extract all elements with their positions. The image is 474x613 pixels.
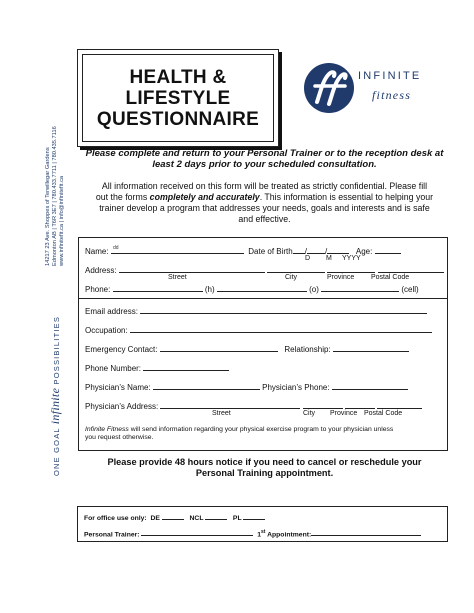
street-hint: Street	[168, 274, 187, 281]
ncl-label: NCL	[189, 515, 204, 522]
phone-home-label: (h)	[204, 285, 215, 294]
de-field[interactable]	[162, 513, 184, 520]
appointment-field[interactable]	[311, 529, 421, 536]
slogan-pre: ONE GOAL	[52, 427, 61, 476]
appointment-suffix: st	[260, 529, 266, 535]
instructions	[82, 148, 447, 170]
city-hint: City	[285, 274, 298, 281]
trainer-row	[84, 527, 421, 540]
dob-day-hint: D	[305, 255, 311, 262]
notice-line: Please provide 48 hours notice if you need to cancel or reschedule your	[107, 457, 422, 467]
phone-number-field[interactable]	[143, 362, 229, 371]
province-hint: Province	[327, 274, 355, 281]
instructions-line: Please complete and return to your Personal Trainer or to the reception desk at	[85, 148, 444, 159]
address-city-field[interactable]	[267, 264, 325, 273]
postal-hint: Postal Code	[371, 274, 410, 281]
confidential-emphasis: completely and accurately	[149, 192, 260, 202]
physician-row	[85, 381, 408, 393]
note-text: you request otherwise.	[85, 434, 154, 441]
phone-home-field[interactable]	[113, 283, 203, 292]
phone-number-row	[85, 362, 229, 374]
physician-postal-hint: Postal Code	[364, 410, 403, 417]
slogan-word: infinite	[48, 387, 62, 425]
name-row: Name: Date of Birth / / Age:	[85, 245, 401, 257]
title-box	[77, 49, 279, 147]
age-label: Age:	[355, 247, 373, 256]
physician-postal-field[interactable]	[377, 400, 422, 409]
physician-province-field[interactable]	[345, 400, 375, 409]
confidential-line	[82, 192, 447, 203]
physician-street-hint: Street	[212, 410, 231, 417]
pl-label: PL	[232, 515, 242, 522]
address-postal-field[interactable]	[378, 264, 444, 273]
office-row	[84, 513, 265, 524]
physician-address-label: Physician’s Address:	[85, 402, 159, 411]
relationship-field[interactable]	[333, 343, 409, 352]
phone-cell-label: (cell)	[401, 285, 419, 294]
name-label: Name:	[85, 247, 109, 256]
physician-name-field[interactable]	[153, 381, 260, 390]
pl-field[interactable]	[243, 513, 265, 520]
physician-street-field[interactable]	[160, 400, 300, 409]
address-label: Address:	[85, 266, 117, 275]
office-use-box	[77, 506, 448, 542]
trainer-field[interactable]	[141, 529, 253, 536]
phone-row	[85, 283, 419, 295]
note-brand: Infinite Fitness	[85, 426, 129, 433]
emergency-row	[85, 343, 409, 355]
dob-month-hint: M	[326, 255, 332, 262]
age-field[interactable]	[375, 245, 401, 254]
note-text: will send information regarding your physical exercise program to your physician unless	[128, 426, 394, 433]
side-address-line: Edmonton AB | T6R 3E7 | 780.433.7711 | 780.435.7116	[52, 126, 58, 266]
title-line-3: QUESTIONNAIRE	[96, 108, 260, 130]
dob-label: Date of Birth	[248, 247, 293, 256]
trainer-label: Personal Trainer:	[84, 531, 140, 539]
name-value: dd	[113, 245, 119, 251]
confidentiality-notice	[82, 181, 447, 225]
physician-province-hint: Province	[330, 410, 358, 417]
emergency-contact-field[interactable]	[160, 343, 278, 352]
cancellation-notice	[82, 457, 447, 479]
confidential-text: out the forms	[95, 192, 150, 202]
address-province-field[interactable]	[327, 264, 375, 273]
phone-office-label: (o)	[309, 285, 319, 294]
email-row	[85, 305, 427, 317]
relationship-label: Relationship:	[284, 345, 331, 354]
side-slogan	[50, 316, 62, 476]
physician-city-field[interactable]	[303, 400, 343, 409]
email-label: Email address:	[85, 307, 138, 316]
title-line-2: LIFESTYLE	[125, 87, 231, 109]
title-inner	[82, 54, 274, 142]
slogan-post: POSSIBILITIES	[52, 315, 61, 385]
instructions-line: least 2 days prior to your scheduled consultation.	[152, 159, 377, 170]
name-field[interactable]	[111, 245, 244, 254]
physician-name-label: Physician’s Name:	[85, 383, 151, 392]
confidential-text: . This information is essential to helping your	[259, 192, 434, 202]
email-field[interactable]	[140, 305, 427, 314]
physician-phone-label: Physician’s Phone:	[262, 383, 330, 392]
phone-label: Phone:	[85, 285, 111, 294]
occupation-row	[85, 324, 432, 336]
dob-month-field[interactable]	[307, 245, 325, 254]
logo-tagline-text: fitness	[372, 88, 412, 102]
appointment-number: 1	[257, 531, 261, 539]
logo-brand-text: INFINITE	[358, 70, 422, 82]
physician-phone-field[interactable]	[332, 381, 408, 390]
dob-year-field[interactable]	[327, 245, 349, 254]
client-info-form	[78, 237, 448, 451]
confidential-line: All information received on this form will be treated as strictly confidential. Please fill	[101, 181, 428, 191]
office-label: For office use only:	[84, 515, 147, 522]
occupation-field[interactable]	[130, 324, 432, 333]
ncl-field[interactable]	[205, 513, 227, 520]
phone-office-field[interactable]	[217, 283, 307, 292]
emergency-contact-label: Emergency Contact:	[85, 345, 158, 354]
address-street-field[interactable]	[119, 264, 265, 273]
side-address-block	[45, 126, 66, 266]
dob-year-hint: YYYY	[342, 255, 361, 262]
title-line-1: HEALTH &	[129, 66, 227, 88]
infinite-fitness-logo-icon	[303, 62, 355, 114]
occupation-label: Occupation:	[85, 326, 128, 335]
physician-city-hint: City	[303, 410, 316, 417]
phone-cell-field[interactable]	[321, 283, 399, 292]
physician-note	[85, 426, 440, 442]
confidential-line: trainer develop a program that addresses your needs, goals and interests and is safe	[99, 203, 430, 213]
side-address-line: www.infinitefit.ca | info@infinitefit.ca	[59, 175, 65, 266]
de-label: DE	[150, 515, 160, 522]
appointment-label: Appointment:	[267, 531, 312, 539]
notice-line: Personal Training appointment.	[195, 468, 334, 478]
phone-number-label: Phone Number:	[85, 364, 142, 373]
side-address-line: 14217 23 Ave. Shoppes of Terwillegar Gardens	[45, 147, 51, 266]
confidential-line: and effective.	[238, 214, 291, 224]
form-divider	[79, 298, 447, 299]
dob-day-field[interactable]	[293, 245, 305, 254]
